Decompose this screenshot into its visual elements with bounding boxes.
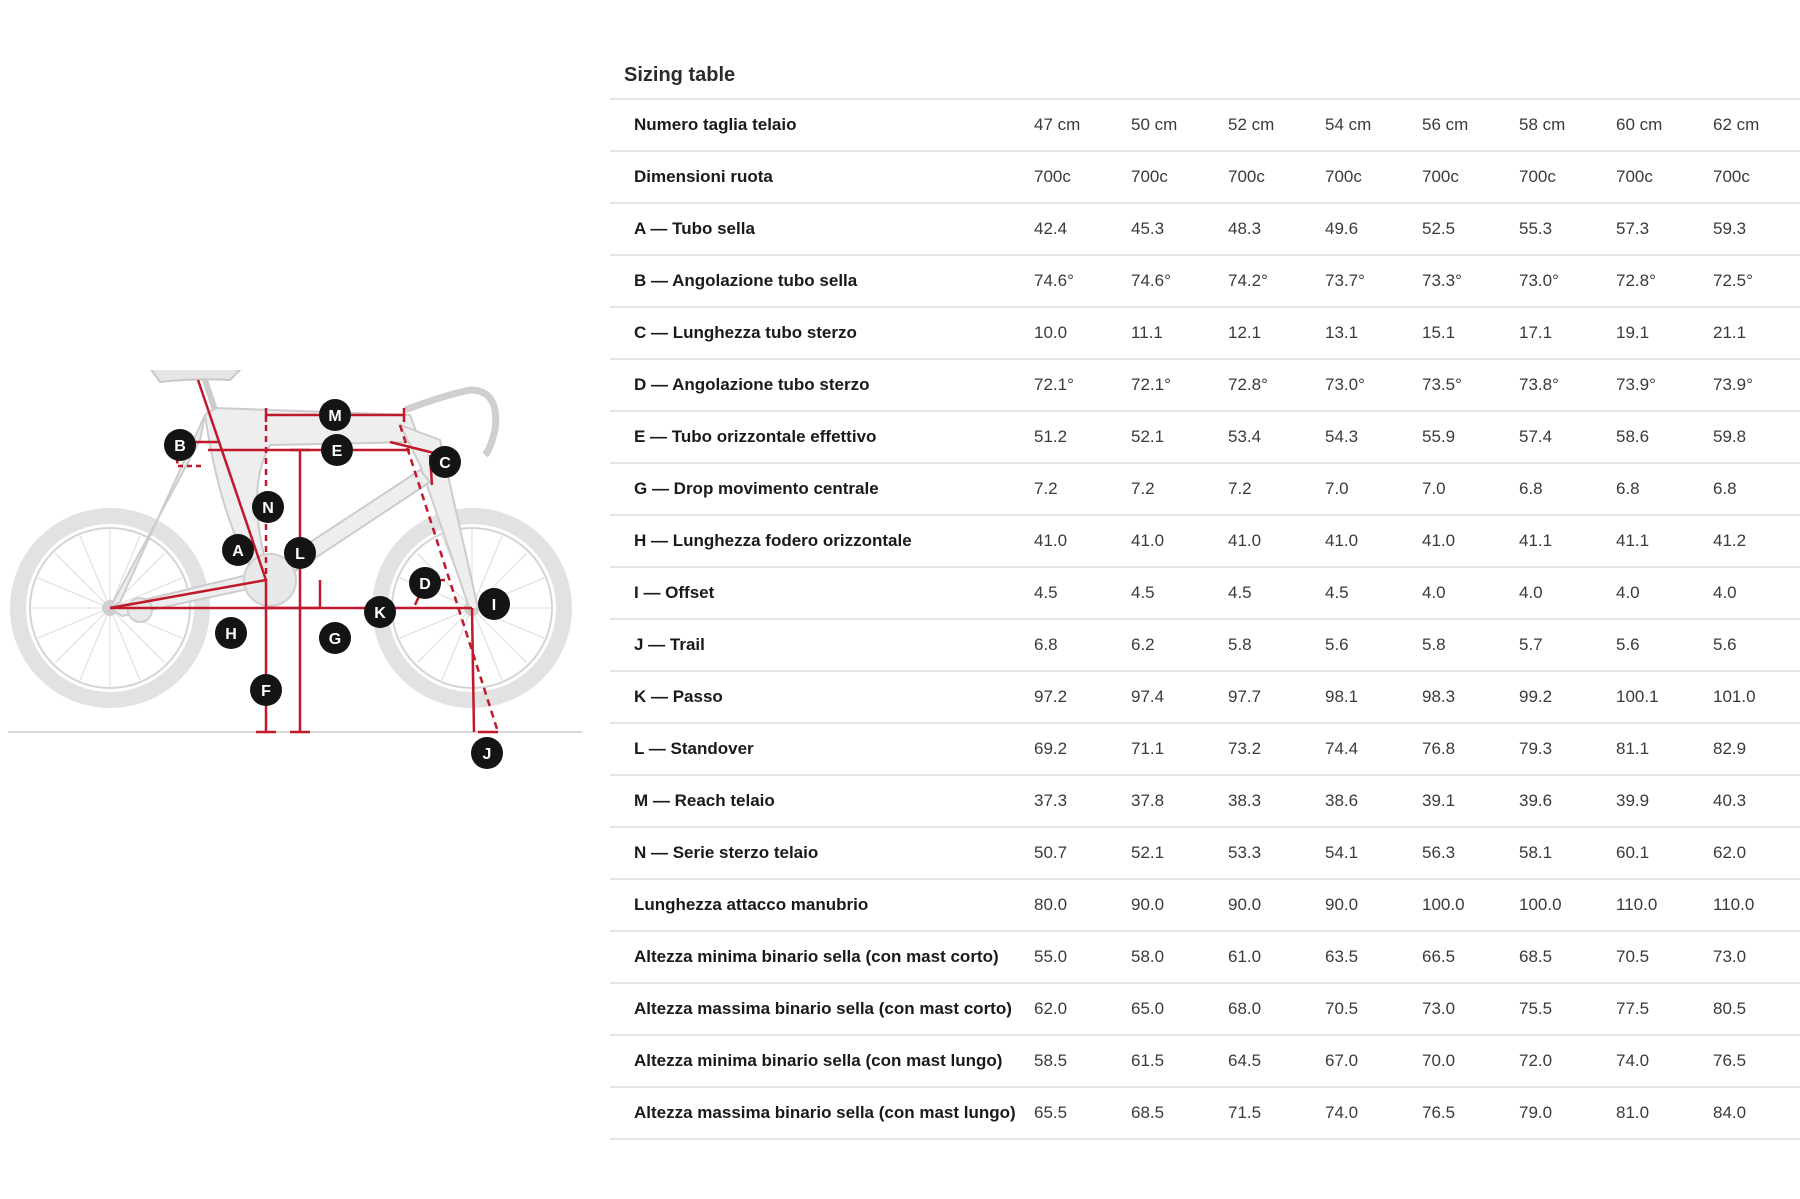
table-cell: 41.0	[1034, 515, 1131, 567]
table-row	[610, 879, 1800, 931]
table-row	[610, 359, 1800, 411]
diagram-label-c	[429, 446, 461, 478]
table-cell: 7.0	[1422, 463, 1519, 515]
table-cell: 41.0	[1325, 515, 1422, 567]
svg-text:B: B	[174, 438, 186, 455]
table-cell: 700c	[1519, 151, 1616, 203]
svg-text:F: F	[261, 683, 271, 700]
table-cell: 54.3	[1325, 411, 1422, 463]
table-cell: 11.1	[1131, 307, 1228, 359]
table-cell: 68.5	[1131, 1087, 1228, 1139]
table-cell: 74.6°	[1034, 255, 1131, 307]
diagram-label-h	[215, 617, 247, 649]
table-cell: 68.5	[1519, 931, 1616, 983]
table-cell: 58.5	[1034, 1035, 1131, 1087]
diagram-label-j	[471, 737, 503, 769]
table-cell: 51.2	[1034, 411, 1131, 463]
table-cell: 53.3	[1228, 827, 1325, 879]
table-row	[610, 1087, 1800, 1139]
table-cell: 71.1	[1131, 723, 1228, 775]
table-cell: 15.1	[1422, 307, 1519, 359]
table-cell: 110.0	[1713, 879, 1800, 931]
table-cell: 58.0	[1131, 931, 1228, 983]
table-cell: 58.1	[1519, 827, 1616, 879]
row-label: Altezza minima binario sella (con mast lungo)	[610, 1035, 1034, 1087]
row-label: K — Passo	[610, 671, 1034, 723]
table-cell: 90.0	[1325, 879, 1422, 931]
table-cell: 101.0	[1713, 671, 1800, 723]
table-cell: 4.0	[1519, 567, 1616, 619]
table-cell: 90.0	[1228, 879, 1325, 931]
table-cell: 68.0	[1228, 983, 1325, 1035]
table-cell: 39.9	[1616, 775, 1713, 827]
table-cell: 4.5	[1325, 567, 1422, 619]
table-cell: 37.3	[1034, 775, 1131, 827]
table-row	[610, 411, 1800, 463]
table-cell: 81.1	[1616, 723, 1713, 775]
table-cell: 55.9	[1422, 411, 1519, 463]
table-cell: 72.0	[1519, 1035, 1616, 1087]
table-cell: 10.0	[1034, 307, 1131, 359]
table-cell: 700c	[1422, 151, 1519, 203]
table-cell: 73.9°	[1616, 359, 1713, 411]
diagram-label-g	[319, 622, 351, 654]
row-label: Altezza massima binario sella (con mast corto)	[610, 983, 1034, 1035]
table-cell: 7.0	[1325, 463, 1422, 515]
table-cell: 5.8	[1422, 619, 1519, 671]
table-cell: 70.5	[1325, 983, 1422, 1035]
table-row	[610, 463, 1800, 515]
table-row	[610, 931, 1800, 983]
row-label: G — Drop movimento centrale	[610, 463, 1034, 515]
table-cell: 100.1	[1616, 671, 1713, 723]
row-label: E — Tubo orizzontale effettivo	[610, 411, 1034, 463]
table-cell: 75.5	[1519, 983, 1616, 1035]
table-cell: 81.0	[1616, 1087, 1713, 1139]
table-cell: 5.6	[1616, 619, 1713, 671]
table-row	[610, 671, 1800, 723]
table-cell: 4.0	[1616, 567, 1713, 619]
table-cell: 76.8	[1422, 723, 1519, 775]
diagram-label-a	[222, 534, 254, 566]
table-cell: 73.0	[1422, 983, 1519, 1035]
table-row	[610, 567, 1800, 619]
table-cell: 52 cm	[1228, 99, 1325, 151]
row-label: Dimensioni ruota	[610, 151, 1034, 203]
table-cell: 47 cm	[1034, 99, 1131, 151]
table-cell: 84.0	[1713, 1087, 1800, 1139]
svg-text:C: C	[439, 455, 451, 472]
svg-text:M: M	[328, 408, 342, 425]
table-cell: 74.0	[1616, 1035, 1713, 1087]
table-cell: 61.5	[1131, 1035, 1228, 1087]
table-cell: 72.8°	[1228, 359, 1325, 411]
row-label: L — Standover	[610, 723, 1034, 775]
table-cell: 74.4	[1325, 723, 1422, 775]
table-cell: 49.6	[1325, 203, 1422, 255]
row-label: H — Lunghezza fodero orizzontale	[610, 515, 1034, 567]
table-cell: 74.0	[1325, 1087, 1422, 1139]
table-cell: 5.7	[1519, 619, 1616, 671]
table-row	[610, 99, 1800, 151]
table-cell: 98.3	[1422, 671, 1519, 723]
table-cell: 56.3	[1422, 827, 1519, 879]
table-cell: 55.0	[1034, 931, 1131, 983]
table-cell: 38.3	[1228, 775, 1325, 827]
table-cell: 65.0	[1131, 983, 1228, 1035]
table-cell: 99.2	[1519, 671, 1616, 723]
table-cell: 6.8	[1713, 463, 1800, 515]
table-cell: 110.0	[1616, 879, 1713, 931]
svg-text:A: A	[232, 543, 244, 560]
svg-text:G: G	[328, 631, 342, 648]
table-cell: 6.8	[1519, 463, 1616, 515]
table-cell: 53.4	[1228, 411, 1325, 463]
table-cell: 12.1	[1228, 307, 1325, 359]
table-cell: 59.8	[1713, 411, 1800, 463]
svg-text:D: D	[419, 576, 431, 593]
table-cell: 76.5	[1422, 1087, 1519, 1139]
table-cell: 38.6	[1325, 775, 1422, 827]
diagram-label-k	[364, 596, 396, 628]
table-row	[610, 515, 1800, 567]
table-cell: 100.0	[1519, 879, 1616, 931]
table-cell: 4.0	[1422, 567, 1519, 619]
table-cell: 700c	[1034, 151, 1131, 203]
table-cell: 41.2	[1713, 515, 1800, 567]
table-cell: 55.3	[1519, 203, 1616, 255]
table-cell: 80.0	[1034, 879, 1131, 931]
table-cell: 40.3	[1713, 775, 1800, 827]
diagram-label-b	[164, 429, 196, 461]
table-cell: 66.5	[1422, 931, 1519, 983]
table-cell: 41.1	[1616, 515, 1713, 567]
row-label: N — Serie sterzo telaio	[610, 827, 1034, 879]
table-cell: 5.6	[1325, 619, 1422, 671]
sizing-table-body	[610, 99, 1800, 1139]
table-cell: 6.8	[1034, 619, 1131, 671]
row-label: J — Trail	[610, 619, 1034, 671]
table-cell: 50.7	[1034, 827, 1131, 879]
table-cell: 73.0°	[1325, 359, 1422, 411]
table-cell: 73.2	[1228, 723, 1325, 775]
table-cell: 41.0	[1422, 515, 1519, 567]
table-row	[610, 255, 1800, 307]
table-cell: 4.0	[1713, 567, 1800, 619]
table-cell: 39.6	[1519, 775, 1616, 827]
row-label: B — Angolazione tubo sella	[610, 255, 1034, 307]
table-cell: 62.0	[1034, 983, 1131, 1035]
table-cell: 73.9°	[1713, 359, 1800, 411]
svg-text:E: E	[331, 443, 343, 460]
row-label: Altezza massima binario sella (con mast lungo)	[610, 1087, 1034, 1139]
table-cell: 97.2	[1034, 671, 1131, 723]
table-row	[610, 983, 1800, 1035]
row-label: Lunghezza attacco manubrio	[610, 879, 1034, 931]
table-cell: 7.2	[1131, 463, 1228, 515]
table-cell: 59.3	[1713, 203, 1800, 255]
table-cell: 90.0	[1131, 879, 1228, 931]
table-cell: 4.5	[1131, 567, 1228, 619]
table-cell: 52.5	[1422, 203, 1519, 255]
table-row	[610, 827, 1800, 879]
table-row	[610, 203, 1800, 255]
table-cell: 79.0	[1519, 1087, 1616, 1139]
table-cell: 73.3°	[1422, 255, 1519, 307]
table-row	[610, 307, 1800, 359]
table-cell: 73.8°	[1519, 359, 1616, 411]
table-row	[610, 1035, 1800, 1087]
svg-text:K: K	[374, 605, 386, 622]
row-label: C — Lunghezza tubo sterzo	[610, 307, 1034, 359]
sizing-table-title: Sizing table	[624, 64, 736, 86]
table-row	[610, 151, 1800, 203]
table-cell: 54.1	[1325, 827, 1422, 879]
table-cell: 97.4	[1131, 671, 1228, 723]
svg-text:H: H	[225, 626, 237, 643]
table-cell: 70.5	[1616, 931, 1713, 983]
table-cell: 73.5°	[1422, 359, 1519, 411]
trail-line-j	[472, 608, 474, 732]
table-cell: 72.5°	[1713, 255, 1800, 307]
table-cell: 65.5	[1034, 1087, 1131, 1139]
table-cell: 100.0	[1422, 879, 1519, 931]
table-cell: 57.3	[1616, 203, 1713, 255]
table-row	[610, 723, 1800, 775]
table-cell: 72.1°	[1034, 359, 1131, 411]
table-cell: 80.5	[1713, 983, 1800, 1035]
row-label: Numero taglia telaio	[610, 99, 1034, 151]
table-cell: 79.3	[1519, 723, 1616, 775]
table-cell: 60 cm	[1616, 99, 1713, 151]
row-label: A — Tubo sella	[610, 203, 1034, 255]
diagram-label-m	[319, 399, 351, 431]
table-cell: 82.9	[1713, 723, 1800, 775]
table-cell: 62 cm	[1713, 99, 1800, 151]
table-cell: 97.7	[1228, 671, 1325, 723]
table-cell: 70.0	[1422, 1035, 1519, 1087]
table-row	[610, 775, 1800, 827]
table-cell: 69.2	[1034, 723, 1131, 775]
table-cell: 700c	[1228, 151, 1325, 203]
table-cell: 41.0	[1131, 515, 1228, 567]
table-cell: 5.6	[1713, 619, 1800, 671]
table-cell: 61.0	[1228, 931, 1325, 983]
table-cell: 4.5	[1034, 567, 1131, 619]
table-cell: 48.3	[1228, 203, 1325, 255]
table-cell: 67.0	[1325, 1035, 1422, 1087]
table-cell: 52.1	[1131, 827, 1228, 879]
diagram-label-i	[478, 588, 510, 620]
table-cell: 21.1	[1713, 307, 1800, 359]
diagram-label-e	[321, 434, 353, 466]
table-cell: 74.6°	[1131, 255, 1228, 307]
svg-text:N: N	[262, 500, 274, 517]
table-cell: 19.1	[1616, 307, 1713, 359]
table-cell: 41.0	[1228, 515, 1325, 567]
table-cell: 63.5	[1325, 931, 1422, 983]
table-cell: 98.1	[1325, 671, 1422, 723]
table-cell: 73.0	[1713, 931, 1800, 983]
table-cell: 39.1	[1422, 775, 1519, 827]
diagram-label-f	[250, 674, 282, 706]
table-cell: 6.8	[1616, 463, 1713, 515]
svg-text:L: L	[295, 546, 305, 563]
table-cell: 73.0°	[1519, 255, 1616, 307]
table-cell: 72.1°	[1131, 359, 1228, 411]
table-cell: 13.1	[1325, 307, 1422, 359]
row-label: I — Offset	[610, 567, 1034, 619]
diagram-label-n	[252, 491, 284, 523]
table-cell: 700c	[1616, 151, 1713, 203]
table-cell: 71.5	[1228, 1087, 1325, 1139]
diagram-label-l	[284, 537, 316, 569]
table-cell: 74.2°	[1228, 255, 1325, 307]
saddle	[150, 370, 240, 410]
table-cell: 73.7°	[1325, 255, 1422, 307]
row-label: Altezza minima binario sella (con mast corto)	[610, 931, 1034, 983]
table-cell: 7.2	[1228, 463, 1325, 515]
table-cell: 700c	[1713, 151, 1800, 203]
bike-geometry-diagram	[0, 370, 590, 770]
svg-text:J: J	[482, 746, 492, 763]
table-cell: 7.2	[1034, 463, 1131, 515]
table-cell: 77.5	[1616, 983, 1713, 1035]
sizing-table-section	[610, 40, 1800, 1140]
table-cell: 700c	[1131, 151, 1228, 203]
table-cell: 700c	[1325, 151, 1422, 203]
table-cell: 6.2	[1131, 619, 1228, 671]
table-cell: 58 cm	[1519, 99, 1616, 151]
table-cell: 64.5	[1228, 1035, 1325, 1087]
table-cell: 76.5	[1713, 1035, 1800, 1087]
table-cell: 41.1	[1519, 515, 1616, 567]
table-cell: 72.8°	[1616, 255, 1713, 307]
table-cell: 56 cm	[1422, 99, 1519, 151]
table-cell: 17.1	[1519, 307, 1616, 359]
table-cell: 50 cm	[1131, 99, 1228, 151]
svg-text:I: I	[491, 597, 497, 614]
table-cell: 60.1	[1616, 827, 1713, 879]
table-cell: 4.5	[1228, 567, 1325, 619]
sizing-table	[610, 98, 1800, 1140]
table-cell: 62.0	[1713, 827, 1800, 879]
row-label: D — Angolazione tubo sterzo	[610, 359, 1034, 411]
table-cell: 52.1	[1131, 411, 1228, 463]
diagram-label-d	[409, 567, 441, 599]
table-cell: 37.8	[1131, 775, 1228, 827]
table-cell: 58.6	[1616, 411, 1713, 463]
table-cell: 57.4	[1519, 411, 1616, 463]
table-cell: 42.4	[1034, 203, 1131, 255]
table-cell: 45.3	[1131, 203, 1228, 255]
table-cell: 54 cm	[1325, 99, 1422, 151]
table-row	[610, 619, 1800, 671]
row-label: M — Reach telaio	[610, 775, 1034, 827]
table-cell: 5.8	[1228, 619, 1325, 671]
